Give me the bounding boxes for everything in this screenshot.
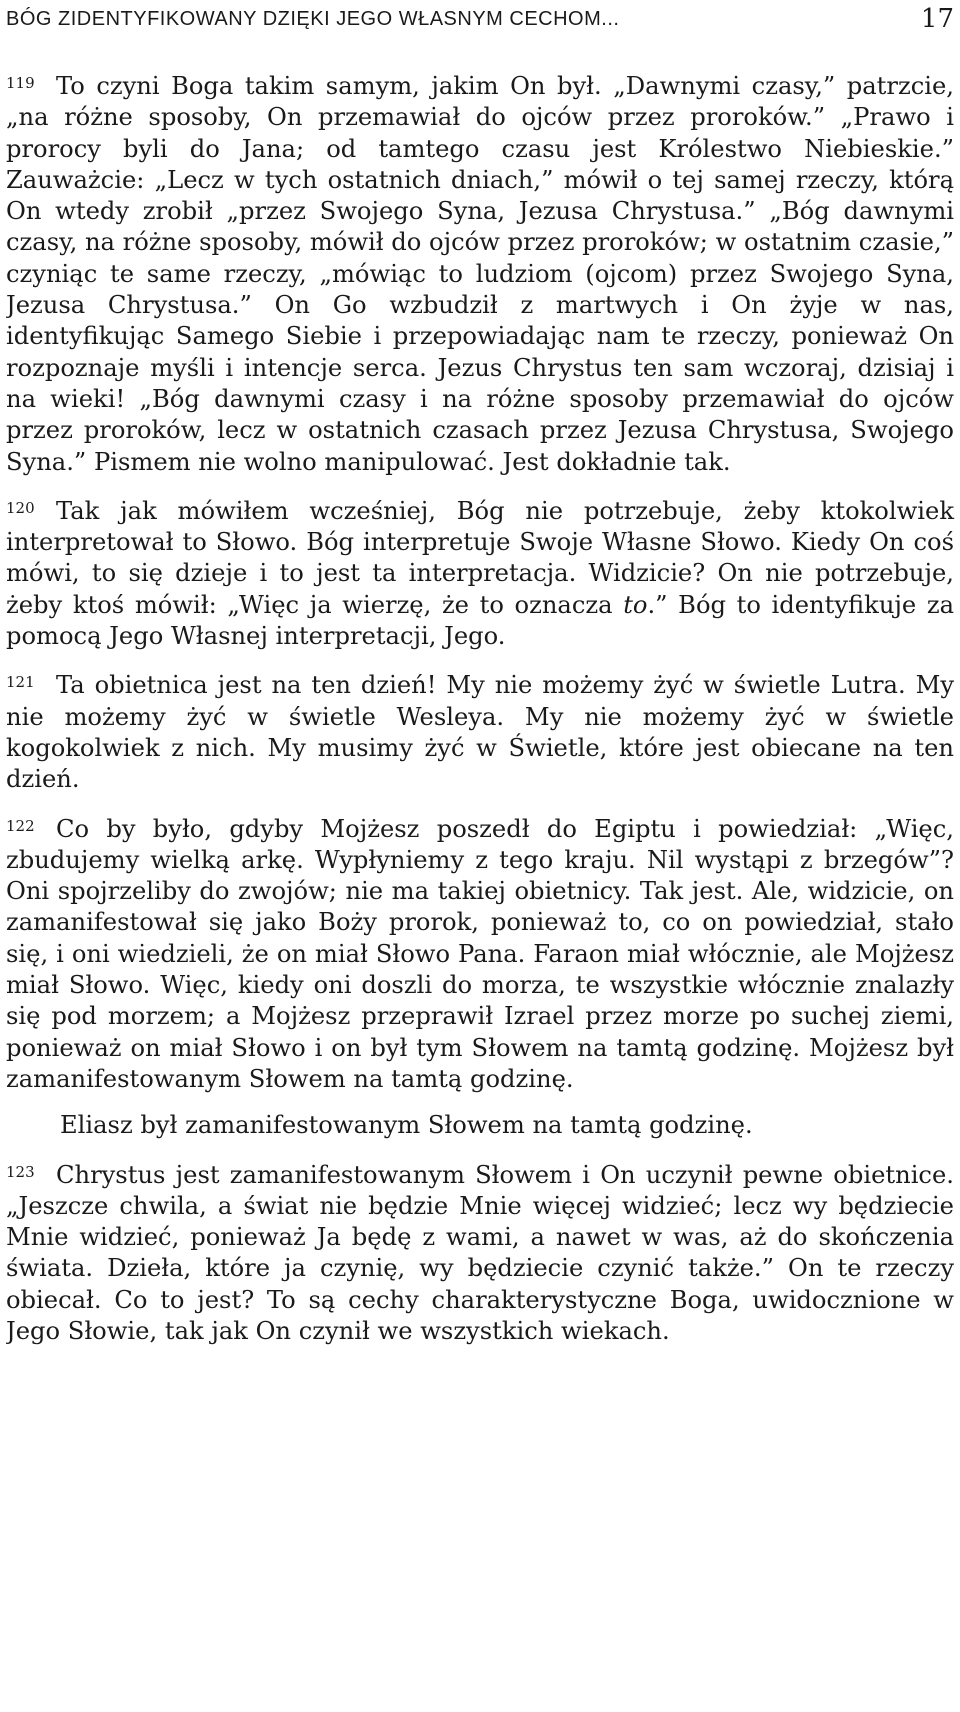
paragraph-text: Ta obietnica jest na ten dzień! My nie możemy żyć w świetle Lutra. My nie możemy żyć w świetle Wesleya. My nie możemy żyć w świetle kogokolwiek z nich. My musimy żyć w Świetle, które jest obiecane na ten dzień. <box>6 671 954 794</box>
paragraph <box>6 811 954 1096</box>
paragraph-text: Co by było, gdyby Mojżesz poszedł do Egiptu i powiedział: „Więc, zbudujemy wielką arkę. Wypłyniemy z tego kraju. Nil wystąpi z brzegów”? Oni spojrzeliby do zwojów; nie ma takiej obietnicy. Tak jest. Ale, widzicie, on zamanifestował się jako Boży prorok, ponieważ to, co on powiedział, stało się, i oni wiedzieli, że on miał Słowo Pana. Faraon miał włócznie, ale Mojżesz miał Słowo. Więc, kiedy oni doszli do morza, te wszystkie włócznie znalazły się pod morzem; a Mojżesz przeprawił Izrael przez morze po suchej ziemi, ponieważ on miał Słowo i on był tym Słowem na tamtą godzinę. Mojżesz był zamanifestowanym Słowem na tamtą godzinę. <box>6 814 954 1093</box>
running-head: BÓG ZIDENTYFIKOWANY DZIĘKI JEGO WŁASNYM CECHOM... <box>6 8 620 30</box>
body-text <box>6 68 954 1347</box>
book-page <box>6 0 956 1712</box>
paragraph <box>6 1157 954 1348</box>
paragraph-number: 123 <box>6 1162 35 1181</box>
paragraph-number: 121 <box>6 673 35 692</box>
paragraph-text: Tak jak mówiłem wcześniej, Bóg nie potrzebuje, żeby ktokolwiek interpretował to Słowo. Bóg interpretuje Swoje Własne Słowo. Kiedy On coś mówi, to się dzieje i to jest ta interpretacja. Widzicie? On nie potrzebuje, żeby ktoś mówił: „Więc ja wierzę, że to oznacza <box>6 496 954 619</box>
paragraph <box>6 1110 954 1141</box>
page-number: 17 <box>920 4 954 34</box>
paragraph-number: 119 <box>6 74 35 92</box>
paragraph-text: .” Bóg to identyfikuje za pomocą Jego Własnej interpretacji, Jego. <box>6 590 954 651</box>
paragraph-text: To czyni Boga takim samym, jakim On był. „Dawnymi czasy,” patrzcie, „na różne sposoby, On przemawiał do ojców przez proroków.” „Prawo i prorocy byli do Jana; od tamtego czasu jest Królestwo Niebieskie.” Zauważcie: „Lecz w tych ostatnich dniach,” mówił o tej samej rzeczy, którą On wtedy zrobił „przez Swojego Syna, Jezusa Chrystusa.” „Bóg dawnymi czasy, na różne sposoby, mówił do ojców przez proroków; w ostatnim czasie,” czyniąc te same rzeczy, „mówiąc to ludziom (ojcom) przez Swojego Syna, Jezusa Chrystusa.” On Go wzbudził z martwych i On żyje w nas, identyfikując Samego Siebie i przepowiadając nam te rzeczy, ponieważ On rozpoznaje myśli i intencje serca. Jezus Chrystus ten sam wczoraj, dzisiaj i na wieki! „Bóg dawnymi czasy i na różne sposoby przemawiał do ojców przez proroków, lecz w ostatnich czasach przez Jezusa Chrystusa, Swojego Syna.” Pismem nie wolno manipulować. Jest dokładnie tak. <box>6 72 955 476</box>
paragraph <box>6 493 954 652</box>
paragraph-text: Chrystus jest zamanifestowanym Słowem i On uczynił pewne obietnice. „Jeszcze chwila, a świat nie będzie Mnie więcej widzieć; lecz wy będziecie Mnie widzieć, ponieważ Ja będę z wami, a nawet w was, aż do skończenia świata. Dzieła, które ja czynię, wy będziecie czynić także.” On te rzeczy obiecał. Co to jest? To są cechy charakterystyczne Boga, uwidocznione w Jego Słowie, tak jak On czynił we wszystkich wiekach. <box>6 1160 954 1345</box>
paragraph-text: Eliasz był zamanifestowanym Słowem na tamtą godzinę. <box>60 1111 753 1140</box>
page-header <box>6 2 954 36</box>
paragraph <box>6 667 954 795</box>
paragraph-number: 122 <box>6 816 35 835</box>
italic-text: to <box>623 590 648 619</box>
paragraph <box>6 68 954 478</box>
paragraph-number: 120 <box>6 498 35 517</box>
